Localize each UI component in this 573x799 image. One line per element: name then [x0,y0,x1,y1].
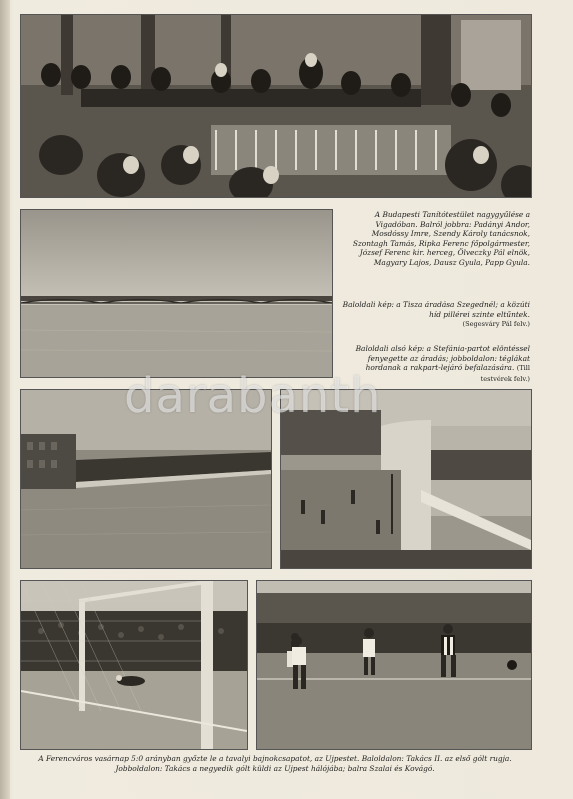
photo-assembly-meeting [20,14,532,198]
caption-football: A Ferencváros vasárnap 5:0 arányban győzte le a tavalyi bajnokcsapatot, az Ujpestet. Baloldalon: Takács II. az első gólt rugja. Jobboldalon: Takács a negyedik gólt küldi az Ujpest hálójába; balra Szalai és Kovágó. [38,754,512,773]
caption-tisza-upper-credit: (Segesváry Pál felv.) [462,320,530,329]
photo-tisza-bridge [20,209,333,378]
watermark: darabanth [124,368,382,424]
photo-football-fourth-goal [256,580,532,750]
caption-tisza-lower-credit: (Till testvérek felv.) [480,364,530,383]
caption-tisza-upper-text: Baloldali kép: a Tisza áradása Szegednél; a közúti híd pillérei szinte eltűntek. [342,300,530,319]
caption-tisza-upper [338,300,530,330]
caption-meeting: A Budapesti Tanítótestület nagygyűlése a Vigadóban. Balról jobbra: Padányi Andor, Mosdóssy Imre, Szendy Károly tanácsnok, Szontagh Tamás, Ripka Ferenc főpolgármester, József Ferenc kir. herceg, Ölveczky Pál elnök, Magyary Lajos, Dausz Gyula, Papp Gyula. [352,210,530,267]
photo-football-first-goal [20,580,248,750]
binding-spine [0,0,10,799]
caption-tisza-lower-text: Baloldali alsó kép: a Stefánia-partot elöntéssel fenyegette az áradás; jobboldalon: téglákat hordanak a rakpart-lejáró befalazására. [355,344,530,373]
